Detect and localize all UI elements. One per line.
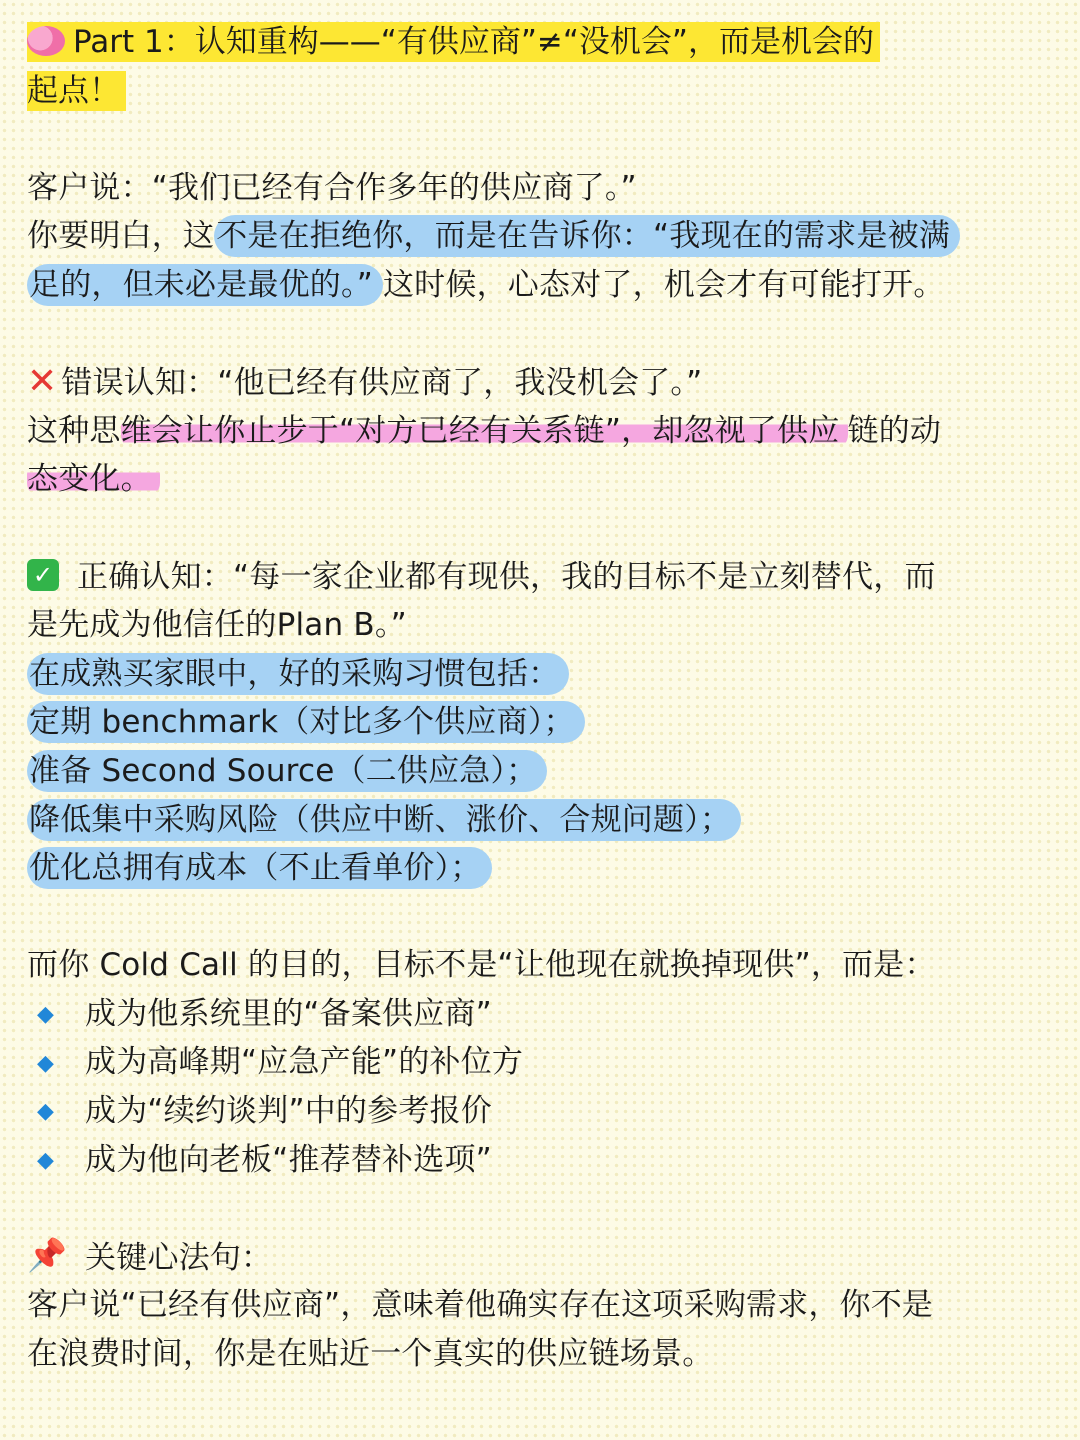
cold-call-intro: 而你 Cold Call 的目的，目标不是“让他现在就换掉现供”，而是： (27, 947, 936, 984)
title-text-1: Part 1：认知重构——“有供应商”≠“没机会”，而是机会的 (73, 24, 874, 60)
right-cognition-heading: ✓ 正确认知：“每一家企业都有现供，我的目标不是立刻替代，而 (27, 553, 1067, 602)
list-item: ◆ 成为他系统里的“备案供应商” (27, 990, 1067, 1039)
list-item (27, 796, 1067, 845)
list-item (27, 650, 1067, 699)
wrong-cognition-heading: ✕ 错误认知：“他已经有供应商了，我没机会了。” (27, 361, 703, 403)
blue-highlight: 定期 benchmark（对比多个供应商）； (27, 701, 585, 743)
wrong-cognition-line-2 (27, 455, 1067, 504)
understand-line-1: 你要明白，这不是在拒绝你，而是在告诉你：“我现在的需求是被满 (27, 212, 1067, 261)
blue-highlight: 降低集中采购风险（供应中断、涨价、合规问题）； (27, 799, 741, 841)
pushpin-icon: 📌 (27, 1235, 68, 1274)
brain-icon (27, 26, 65, 56)
customer-quote: 客户说：“我们已经有合作多年的供应商了。” (27, 169, 637, 206)
key-sentence-line-2: 在浪费时间，你是在贴近一个真实的供应链场景。 (27, 1336, 714, 1373)
understand-line-2: 足的，但未必是最优的。” 这时候，心态对了，机会才有可能打开。 (27, 261, 1067, 310)
wrong-cognition-line-1: 这种思维会让你止步于“对方已经有关系链”，却忽视了供应 链的动 (27, 412, 942, 449)
cross-mark-icon: ✕ (27, 361, 58, 403)
title-line-1 (27, 18, 1067, 67)
list-item (27, 698, 1067, 747)
title-text-2: 起点！ (27, 72, 120, 109)
key-sentence-heading: 📌 关键心法句： (27, 1235, 273, 1276)
title-highlight (27, 22, 880, 62)
diamond-icon: ◆ (37, 1050, 55, 1076)
title-line-2 (27, 67, 1067, 116)
check-mark-icon: ✓ (27, 559, 59, 591)
key-sentence-line-1: 客户说“已经有供应商”，意味着他确实存在这项采购需求，你不是 (27, 1287, 934, 1324)
pink-highlight: 态变化。 (27, 461, 160, 497)
list-item: ◆ 成为高峰期“应急产能”的补位方 (27, 1038, 1067, 1087)
diamond-icon: ◆ (37, 1002, 55, 1028)
blue-highlight: 在成熟买家眼中，好的采购习惯包括： (27, 653, 569, 695)
list-item: ◆ 成为他向老板“推荐替补选项” (27, 1136, 1067, 1185)
title-highlight-2 (27, 71, 126, 111)
right-cognition-line-2: 是先成为他信任的Plan B。” (27, 607, 407, 644)
diamond-icon: ◆ (37, 1099, 55, 1125)
list-item (27, 844, 1067, 893)
list-item: ◆ 成为“续约谈判”中的参考报价 (27, 1087, 1067, 1136)
blue-highlight: 不是在拒绝你，而是在告诉你：“我现在的需求是被满 (214, 215, 960, 257)
pink-highlight: 维会让你止步于“对方已经有关系链”，却忽视了供应 (121, 413, 848, 449)
blue-highlight: 足的，但未必是最优的。” (27, 264, 383, 306)
note-page (27, 18, 1067, 1379)
diamond-icon: ◆ (37, 1147, 55, 1173)
list-item (27, 747, 1067, 796)
blue-highlight: 准备 Second Source（二供应急）； (27, 750, 547, 792)
blue-highlight: 优化总拥有成本（不止看单价）； (27, 847, 492, 889)
